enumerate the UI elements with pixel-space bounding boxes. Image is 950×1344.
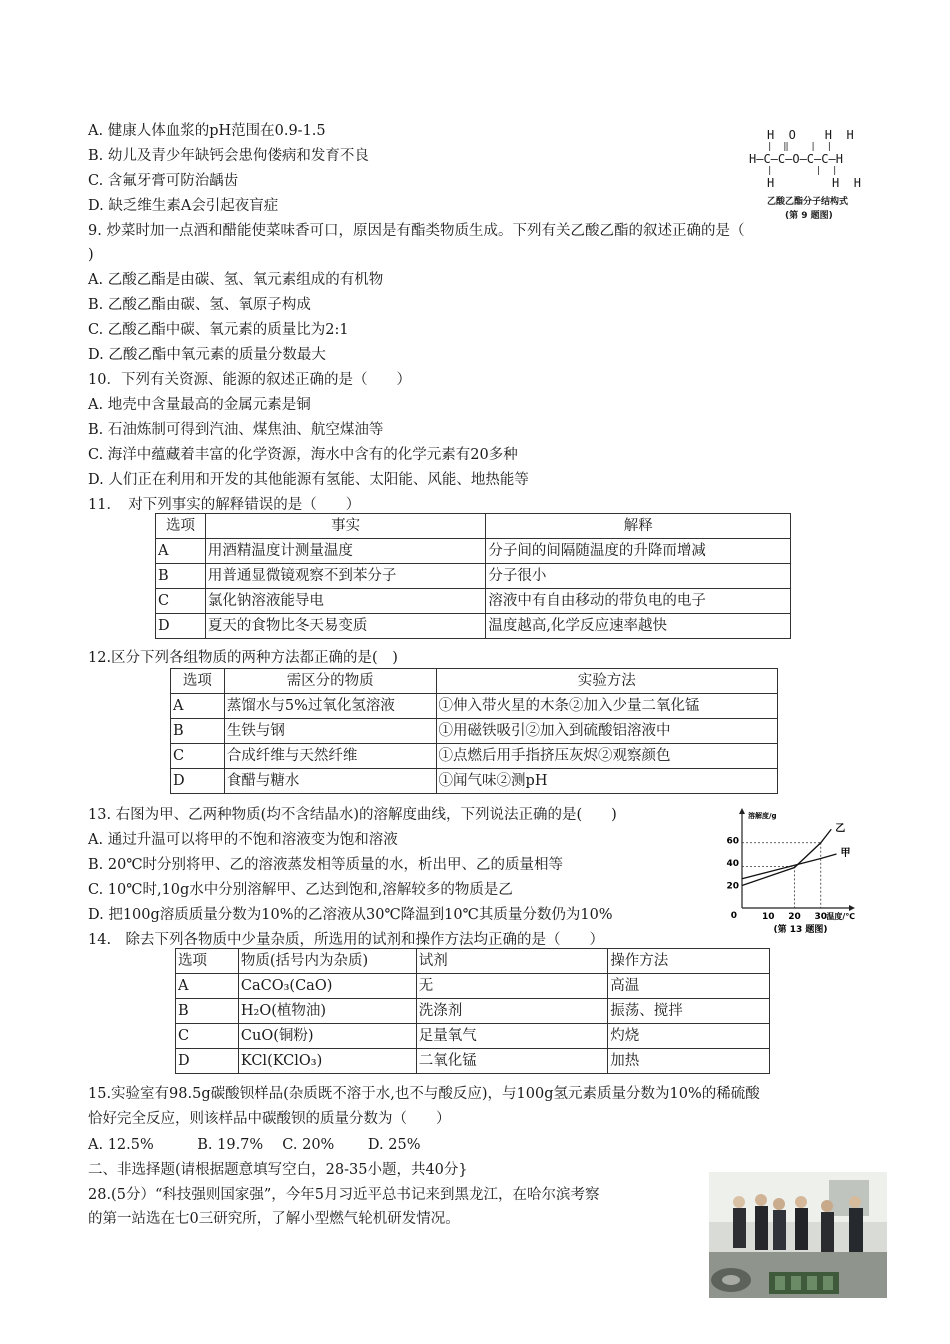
table-cell: CuO(铜粉) — [238, 1024, 416, 1049]
q13-stem: 13. 右图为甲、乙两种物质(均不含结晶水)的溶解度曲线，下列说法正确的是( ) — [88, 807, 617, 823]
series-line — [742, 829, 831, 885]
ethyl-acetate-structure-figure — [745, 128, 885, 224]
molecule-row-top: H O H H — [767, 128, 854, 142]
table-row — [171, 719, 778, 744]
series-label: 甲 — [840, 848, 851, 859]
table-cell: 合成纤维与天然纤维 — [224, 744, 436, 769]
molecule-caption: 乙酸乙酯分子结构式 — [767, 197, 849, 207]
table-cell: 二氧化锰 — [416, 1049, 608, 1074]
q14-header-option: 选项 — [176, 949, 239, 974]
y-tick-label: 20 — [726, 881, 739, 892]
table-cell: 振荡、搅拌 — [608, 999, 770, 1024]
table-cell: 温度越高,化学反应速率越快 — [486, 614, 791, 639]
x-tick-label: 30 — [814, 912, 828, 922]
q15-options: A. 12.5% B. 19.7% C. 20% D. 25% — [88, 1137, 421, 1153]
table-cell: 用普通显微镜观察不到苯分子 — [205, 564, 486, 589]
table-row — [176, 1024, 770, 1049]
q13-option-b: B. 20℃时分别将甲、乙的溶液蒸发相等质量的水，析出甲、乙的质量相等 — [88, 857, 564, 873]
x-axis-label: 温度/℃ — [826, 912, 855, 921]
table-cell: 食醋与糖水 — [224, 769, 436, 794]
q10-option-c: C. 海洋中蕴藏着丰富的化学资源，海水中含有的化学元素有20多种 — [88, 447, 518, 463]
molecule-row-main: H–C–C–O–C–C–H — [749, 152, 843, 166]
q11-header-fact: 事实 — [205, 514, 486, 539]
table-row — [176, 1049, 770, 1074]
table-row — [156, 614, 791, 639]
table-cell: 高温 — [608, 974, 770, 999]
table-cell: A — [171, 694, 225, 719]
molecule-bonds-bottom: | | | — [767, 166, 838, 176]
solubility-curve-chart — [722, 808, 874, 938]
table-cell: C — [156, 589, 206, 614]
q12-header-method: 实验方法 — [436, 669, 777, 694]
y-axis-arrow — [739, 808, 745, 814]
q9-option-a: A. 乙酸乙酯是由碳、氢、氧元素组成的有机物 — [88, 272, 384, 288]
q8-option-a: A. 健康人体血浆的pH范围在0.9-1.5 — [88, 123, 326, 139]
table-row — [176, 974, 770, 999]
origin-label: 0 — [730, 911, 737, 921]
table-cell: 分子间的间隔随温度的升降而增减 — [486, 539, 791, 564]
q9-stem-end: ) — [88, 247, 94, 263]
q14-table — [175, 948, 770, 1074]
x-tick-label: 20 — [788, 912, 801, 922]
q11-stem: 11． 对下列事实的解释错误的是（ ） — [88, 497, 361, 513]
table-cell: D — [156, 614, 206, 639]
q9-stem: 9. 炒菜时加一点酒和醋能使菜味香可口，原因是有酯类物质生成。下列有关乙酸乙酯的叙述正确的是（ — [88, 223, 745, 239]
x-axis-arrow — [849, 905, 855, 911]
table-cell: KCl(KClO₃) — [238, 1049, 416, 1074]
q28-line-2: 的第一站选在七0三研究所，了解小型燃气轮机研发情况。 — [88, 1211, 460, 1227]
q12-stem: 12.区分下列各组物质的两种方法都正确的是( ) — [88, 650, 398, 666]
table-cell: D — [176, 1049, 239, 1074]
q8-option-d: D. 缺乏维生素A会引起夜盲症 — [88, 198, 279, 214]
x-tick-label: 10 — [761, 912, 775, 922]
q14-stem: 14. 除去下列各物质中少量杂质，所选用的试剂和操作方法均正确的是（ ） — [88, 932, 605, 948]
q13-option-a: A. 通过升温可以将甲的不饱和溶液变为饱和溶液 — [88, 832, 398, 848]
table-cell: 溶液中有自由移动的带负电的电子 — [486, 589, 791, 614]
y-axis-label: 溶解度/g — [748, 812, 777, 820]
q9-option-b: B. 乙酸乙酯由碳、氢、氧原子构成 — [88, 297, 311, 313]
table-cell: 分子很小 — [486, 564, 791, 589]
table-cell: ①伸入带火星的木条②加入少量二氧化锰 — [436, 694, 777, 719]
q10-option-a: A. 地壳中含量最高的金属元素是铜 — [88, 397, 311, 413]
table-row — [156, 564, 791, 589]
q13-option-d: D. 把100g溶质质量分数为10%的乙溶液从30℃降温到10℃其质量分数仍为10% — [88, 907, 613, 923]
chart-figure-label: (第 13 题图) — [773, 925, 828, 935]
research-institute-visit-photo — [709, 1172, 887, 1298]
series-label: 乙 — [835, 823, 846, 835]
table-cell: CaCO₃(CaO) — [238, 974, 416, 999]
series-line — [742, 854, 837, 879]
q12-header-substances: 需区分的物质 — [224, 669, 436, 694]
table-row — [156, 589, 791, 614]
table-cell: C — [176, 1024, 239, 1049]
q11-header-option: 选项 — [156, 514, 206, 539]
table-cell: 氯化钠溶液能导电 — [205, 589, 486, 614]
q9-option-c: C. 乙酸乙酯中碳、氧元素的质量比为2:1 — [88, 322, 349, 338]
q12-header-option: 选项 — [171, 669, 225, 694]
table-row — [171, 769, 778, 794]
q10-option-d: D. 人们正在利用和开发的其他能源有氢能、太阳能、风能、地热能等 — [88, 472, 529, 488]
q9-option-d: D. 乙酸乙酯中氧元素的质量分数最大 — [88, 347, 326, 363]
molecule-row-bottom: H H H — [767, 176, 861, 190]
q8-option-c: C. 含氟牙膏可防治龋齿 — [88, 173, 239, 189]
y-tick-label: 60 — [726, 836, 739, 847]
q12-table — [170, 668, 778, 794]
q10-stem: 10．下列有关资源、能源的叙述正确的是（ ） — [88, 372, 411, 388]
table-cell: 灼烧 — [608, 1024, 770, 1049]
table-cell: A — [156, 539, 206, 564]
table-cell: B — [156, 564, 206, 589]
table-cell: 无 — [416, 974, 608, 999]
table-cell: 足量氧气 — [416, 1024, 608, 1049]
table-cell: 夏天的食物比冬天易变质 — [205, 614, 486, 639]
q8-option-b: B. 幼儿及青少年缺钙会患佝偻病和发育不良 — [88, 148, 369, 164]
q13-option-c: C. 10℃时,10g水中分别溶解甲、乙达到饱和,溶解较多的物质是乙 — [88, 882, 513, 898]
table-cell: D — [171, 769, 225, 794]
table-cell: B — [171, 719, 225, 744]
table-cell: 蒸馏水与5%过氧化氢溶液 — [224, 694, 436, 719]
table-cell: 加热 — [608, 1049, 770, 1074]
table-cell: A — [176, 974, 239, 999]
molecule-figure-label: (第 9 题图) — [785, 211, 833, 221]
table-row — [171, 694, 778, 719]
table-cell: 洗涤剂 — [416, 999, 608, 1024]
y-tick-label: 40 — [726, 859, 739, 869]
q14-header-operation: 操作方法 — [608, 949, 770, 974]
table-cell: ①用磁铁吸引②加入到硫酸铝溶液中 — [436, 719, 777, 744]
table-row — [156, 539, 791, 564]
table-cell: 用酒精温度计测量温度 — [205, 539, 486, 564]
molecule-bonds-top: | ‖ | | — [767, 142, 833, 152]
table-cell: C — [171, 744, 225, 769]
table-cell: H₂O(植物油) — [238, 999, 416, 1024]
q14-header-reagent: 试剂 — [416, 949, 608, 974]
table-row — [171, 744, 778, 769]
q15-line-2: 恰好完全反应，则该样品中碳酸钡的质量分数为（ ） — [88, 1111, 451, 1127]
section-2-heading: 二、非选择题(请根据题意填写空白，28-35小题，共40分} — [88, 1162, 468, 1178]
table-row — [176, 999, 770, 1024]
q11-header-explanation: 解释 — [486, 514, 791, 539]
table-cell: ①点燃后用手指挤压灰烬②观察颜色 — [436, 744, 777, 769]
table-cell: B — [176, 999, 239, 1024]
q11-table — [155, 513, 791, 639]
q14-header-substance: 物质(括号内为杂质) — [238, 949, 416, 974]
q28-line-1: 28.(5分）“科技强则国家强”，今年5月习近平总书记来到黑龙江，在哈尔滨考察 — [88, 1187, 600, 1203]
table-cell: 生铁与钢 — [224, 719, 436, 744]
table-cell: ①闻气味②测pH — [436, 769, 777, 794]
q10-option-b: B. 石油炼制可得到汽油、煤焦油、航空煤油等 — [88, 422, 384, 438]
q15-line-1: 15.实验室有98.5g碳酸钡样品(杂质既不溶于水,也不与酸反应)，与100g氢元素质量分数为10%的稀硫酸 — [88, 1086, 760, 1102]
